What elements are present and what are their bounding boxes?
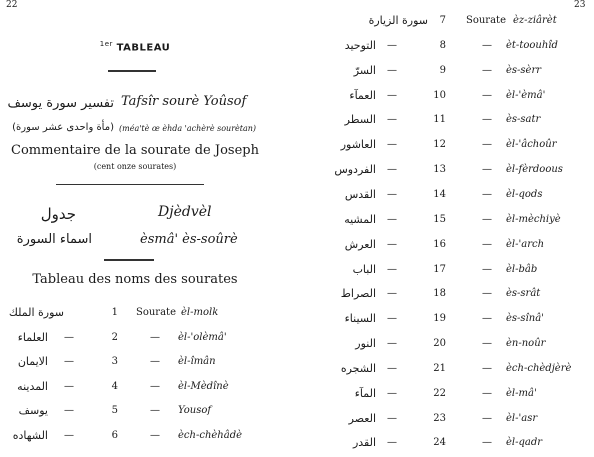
surah-transliteration: èl-qods (506, 188, 543, 200)
surah-transliteration: èch-chèdjèrè (506, 362, 572, 374)
row-dash: — (387, 164, 397, 176)
surah-number: 2 (111, 331, 118, 343)
surah-transliteration: èt-toouhîd (506, 39, 558, 51)
row-dash: — (387, 89, 397, 101)
row-dash: — (387, 362, 397, 374)
surah-transliteration: ès-sînâ' (506, 313, 544, 325)
surah-arabic: سورة الملك (8, 306, 64, 319)
surah-number: 8 (439, 39, 446, 51)
surah-number: 18 (433, 288, 446, 300)
row-dash: — (482, 89, 492, 101)
row-dash: — (150, 380, 160, 392)
table-title: Tableau des noms des sourates (32, 272, 238, 287)
row-dash: — (387, 213, 397, 225)
row-dash: — (387, 139, 397, 151)
surah-number: 4 (111, 380, 118, 392)
heading-rule (108, 70, 156, 72)
surah-transliteration: èz-ziârèt (513, 15, 557, 26)
surah-number: 22 (433, 387, 446, 399)
surah-arabic: السيناء (344, 312, 376, 326)
surah-number: 15 (433, 213, 446, 225)
page-number-left: 22 (6, 0, 18, 10)
row-dash: — (482, 64, 492, 76)
heading-text: TABLEAU (116, 42, 171, 54)
surah-arabic: العصر (348, 411, 376, 425)
surah-number: 16 (433, 238, 446, 250)
row-dash: — (482, 437, 492, 449)
surah-arabic: سورة الزيارة (368, 14, 428, 27)
surah-transliteration: èl-'olèmâ' (178, 331, 227, 343)
djedvel-arabic: جدول (40, 205, 76, 223)
surah-arabic: القدر (352, 436, 376, 450)
row-dash: — (482, 338, 492, 350)
surah-transliteration: èn-noûr (506, 338, 546, 350)
surah-transliteration: Yousof (178, 405, 212, 417)
djedvel-transliteration: Djèdvèl (158, 204, 212, 220)
surah-transliteration: èl-'asr (506, 412, 538, 424)
surah-number: 12 (433, 139, 446, 151)
row-dash: — (482, 387, 492, 399)
surah-number: 14 (433, 188, 446, 200)
surah-transliteration: ès-satr (506, 114, 541, 126)
row-dash: — (150, 331, 160, 343)
surah-number: 20 (433, 338, 446, 350)
surah-arabic: الايمان (17, 355, 48, 369)
surah-arabic: المدينه (17, 379, 48, 393)
row-dash: — (150, 405, 160, 417)
surah-arabic: السرّ (353, 63, 376, 77)
surah-number: 5 (111, 405, 118, 417)
surah-arabic: القدس (344, 187, 376, 201)
surah-arabic: النور (355, 337, 376, 351)
surah-arabic: التوحيد (344, 38, 376, 52)
row-dash: — (387, 64, 397, 76)
row-dash: — (482, 114, 492, 126)
row-dash: — (482, 164, 492, 176)
surah-transliteration: ès-srât (506, 288, 541, 300)
surah-number: 13 (433, 164, 446, 176)
surah-arabic: الشجره (340, 361, 376, 375)
surah-number: 19 (433, 313, 446, 325)
surah-arabic: العاشور (340, 138, 376, 152)
row-dash: — (387, 39, 397, 51)
surah-arabic: يوسف (18, 404, 48, 418)
row-dash: — (482, 139, 492, 151)
row-dash: — (482, 39, 492, 51)
surah-arabic: الباب (352, 262, 376, 276)
page-number-right: 23 (574, 0, 586, 10)
row-dash: — (387, 263, 397, 275)
row-dash: — (482, 263, 492, 275)
row-dash: — (387, 114, 397, 126)
surah-number: 10 (433, 89, 446, 101)
row-dash: — (387, 313, 397, 325)
row-dash: — (387, 288, 397, 300)
surah-transliteration: èl-'èmâ' (506, 89, 546, 101)
surah-transliteration: èl-fèrdoous (506, 164, 563, 176)
esma-arabic: اسماء السورة (16, 232, 92, 247)
surah-transliteration: èl-'arch (506, 238, 545, 250)
esma-transliteration: èsmâ' ès-soûrè (140, 232, 238, 247)
row-dash: — (482, 238, 492, 250)
row-dash: — (64, 430, 74, 441)
surah-transliteration: èl-Mèdînè (178, 380, 229, 392)
surah-number: 21 (433, 362, 446, 374)
surah-transliteration: èl-molk (181, 307, 219, 318)
row-dash: — (387, 387, 397, 399)
row-dash: — (387, 188, 397, 200)
commentary-rule (56, 184, 204, 185)
row-dash: — (387, 437, 397, 449)
row-dash: — (482, 313, 492, 325)
surah-number: 17 (433, 263, 446, 275)
heading-superscript: 1er (99, 40, 113, 48)
surah-arabic: الشهاده (12, 429, 48, 442)
row-dash: — (150, 356, 160, 368)
row-dash: — (64, 380, 74, 392)
surah-arabic: العلماء (17, 330, 48, 344)
row-dash: — (150, 430, 160, 441)
surah-transliteration: èl-mèchiyè (506, 213, 561, 225)
surah-arabic: المشيه (344, 212, 376, 226)
surah-number: 3 (111, 356, 118, 368)
surah-transliteration: èl-'âchoûr (506, 139, 557, 151)
surah-arabic: الصراط (340, 287, 376, 301)
surah-transliteration: èl-qadr (506, 437, 543, 449)
row-dash: — (64, 405, 74, 417)
row-prefix: Sourate (136, 307, 176, 318)
row-dash: — (482, 362, 492, 374)
title-transliteration: Tafsîr sourè Yoûsof (121, 94, 247, 109)
surah-transliteration: èl-mâ' (506, 387, 537, 399)
row-dash: — (482, 288, 492, 300)
surah-number: 24 (433, 437, 446, 449)
surah-transliteration: èl-bâb (506, 263, 538, 275)
section-rule (104, 259, 154, 261)
surah-transliteration: èl-îmân (178, 356, 216, 368)
row-dash: — (387, 338, 397, 350)
surah-arabic: العرش (344, 237, 376, 251)
surah-arabic: الفردوس (334, 163, 376, 177)
surah-number: 9 (439, 64, 446, 76)
row-dash: — (64, 331, 74, 343)
row-dash: — (387, 238, 397, 250)
surah-transliteration: ès-sèrr (506, 64, 542, 76)
surah-arabic: العمآء (349, 88, 376, 102)
surah-number: 23 (433, 412, 446, 424)
commentary-title: Commentaire de la sourate de Joseph (11, 143, 259, 158)
surah-number: 11 (433, 114, 446, 126)
surah-arabic: السطر (344, 113, 376, 127)
surah-number: 7 (439, 15, 446, 26)
surah-number: 1 (111, 307, 118, 318)
row-dash: — (482, 412, 492, 424)
subtitle-transliteration: (méa'tè œ èhda 'achèrè sourètan) (119, 124, 257, 133)
surah-transliteration: èch-chèhâdè (178, 430, 243, 441)
commentary-subtitle: (cent onze sourates) (93, 162, 177, 171)
row-prefix: Sourate (466, 15, 506, 26)
row-dash: — (482, 213, 492, 225)
surah-number: 6 (111, 430, 118, 441)
surah-arabic: المآء (354, 386, 376, 400)
subtitle-arabic: (مأة واحدى عشر سورة) (12, 122, 114, 133)
page-heading (0, 40, 270, 53)
row-dash: — (387, 412, 397, 424)
row-dash: — (64, 356, 74, 368)
title-arabic: تفسير سورة يوسف (7, 96, 114, 111)
row-dash: — (482, 188, 492, 200)
